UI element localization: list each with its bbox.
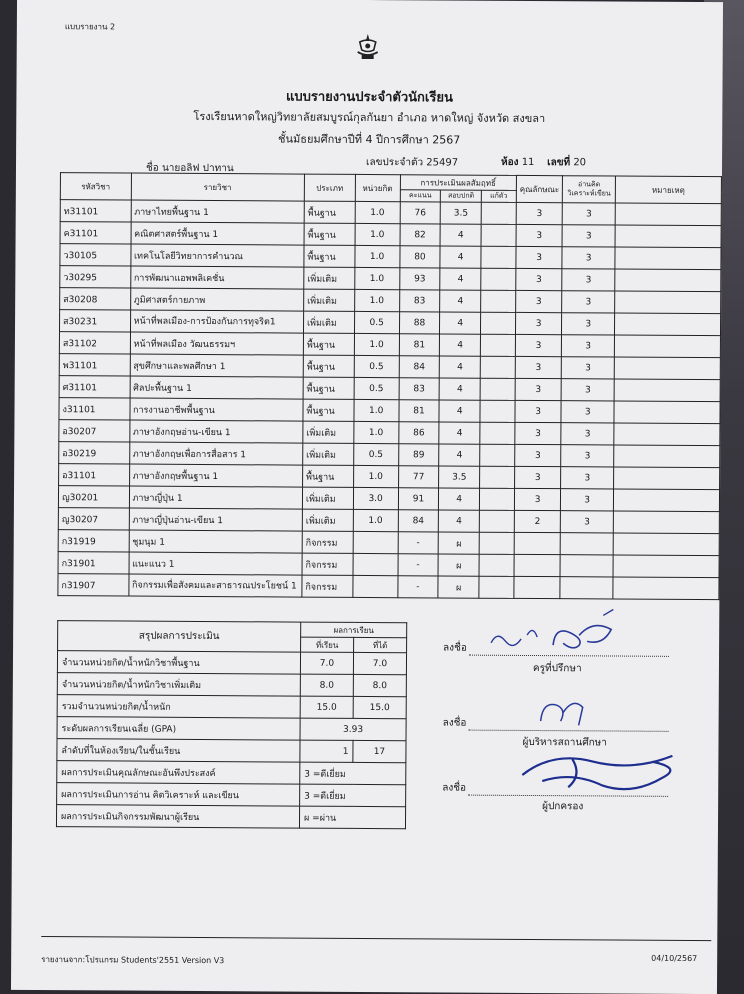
rank-label: ลำดับที่ในห้องเรียน/ในชั้นเรียน xyxy=(57,739,300,762)
row-character: 3 xyxy=(515,312,562,334)
row-remark xyxy=(613,555,719,578)
row-type: พื้นฐาน xyxy=(303,377,354,399)
row-units: 1.0 xyxy=(354,399,399,421)
report-sheet xyxy=(11,0,723,994)
parent-signature-icon xyxy=(512,741,692,802)
row-code: อ30207 xyxy=(59,420,130,442)
row-retake xyxy=(479,510,514,532)
row-score: 84 xyxy=(398,510,439,532)
summary-row xyxy=(57,673,406,697)
student-id-line xyxy=(366,155,458,171)
row-score: 88 xyxy=(399,312,440,334)
row-grade: ผ xyxy=(439,532,480,554)
row-units xyxy=(353,575,398,597)
row-reading: 3 xyxy=(562,313,615,335)
row-reading: 3 xyxy=(562,225,615,247)
row-character: 3 xyxy=(515,422,562,444)
row-units: 0.5 xyxy=(353,443,398,465)
row-subject: ภาษาอังกฤษพื้นฐาน 1 xyxy=(129,464,303,487)
row-retake xyxy=(480,356,515,378)
row-type: กิจกรรม xyxy=(302,553,353,575)
row-retake xyxy=(480,378,515,400)
row-subject: ภาษาไทยพื้นฐาน 1 xyxy=(131,200,305,223)
row-grade: 4 xyxy=(440,268,481,290)
row-code: ญ30201 xyxy=(58,486,129,508)
row-character: 3 xyxy=(514,466,561,488)
row-character: 3 xyxy=(515,356,562,378)
header-remark: หมายเหตุ xyxy=(615,176,721,204)
row-units: 1.0 xyxy=(354,333,399,355)
row-reading: 3 xyxy=(561,445,614,467)
row-type: เพิ่มเติม xyxy=(304,289,355,311)
row-retake xyxy=(480,466,515,488)
row-remark xyxy=(614,467,720,490)
row-subject: หน้าที่พลเมือง วัฒนธรรมฯ xyxy=(130,332,304,355)
row-reading: 3 xyxy=(562,291,615,313)
row-retake xyxy=(479,554,514,576)
row-type: พื้นฐาน xyxy=(304,223,355,245)
row-code: ญ30207 xyxy=(58,508,129,530)
row-score: 81 xyxy=(399,334,440,356)
row-score: 89 xyxy=(398,444,439,466)
footer-rule xyxy=(41,936,711,941)
header-character: คุณลักษณะ xyxy=(516,175,563,202)
row-retake xyxy=(479,532,514,554)
row-type: พื้นฐาน xyxy=(304,245,355,267)
row-reading: 3 xyxy=(562,357,615,379)
name-label: ชื่อ xyxy=(145,162,159,174)
row-subject: ภาษาอังกฤษเพื่อการสื่อสาร 1 xyxy=(129,442,303,465)
row-grade: 4 xyxy=(439,422,480,444)
row-reading: 3 xyxy=(561,467,614,489)
row-remark xyxy=(613,577,719,600)
row-score: 93 xyxy=(399,268,440,290)
row-character: 3 xyxy=(515,400,562,422)
row-character: 3 xyxy=(516,268,563,290)
row-score: 81 xyxy=(399,400,440,422)
row-score: 76 xyxy=(400,202,441,224)
row-grade: 3.5 xyxy=(439,466,480,488)
header-reading: อ่านคิดวิเคราะห์เขียน xyxy=(563,176,616,203)
character-value: 3 =ดีเยี่ยม xyxy=(300,762,406,785)
row-grade: 4 xyxy=(439,400,480,422)
row-grade: 4 xyxy=(439,378,480,400)
row-grade: 4 xyxy=(440,224,481,246)
sign-label: ลงชื่อ xyxy=(443,642,467,654)
row-reading: 3 xyxy=(561,423,614,445)
summary-value-b: 15.0 xyxy=(353,696,406,718)
rank-class: 17 xyxy=(353,740,406,762)
advisor-signature-icon xyxy=(483,605,623,656)
row-code: ว30295 xyxy=(60,266,131,288)
row-units: 0.5 xyxy=(354,311,399,333)
summary-title: สรุปผลการประเมิน xyxy=(58,621,301,652)
row-reading: 3 xyxy=(561,489,614,511)
row-code: อ31101 xyxy=(59,464,130,486)
activity-row xyxy=(56,805,405,829)
header-assessment: การประเมินผลสัมฤทธิ์ xyxy=(400,175,516,191)
student-name: นายอลิฟ ปาทาน xyxy=(161,162,234,175)
row-remark xyxy=(614,379,720,402)
row-grade: 4 xyxy=(439,488,480,510)
row-character xyxy=(514,576,561,598)
footer-source: รายงานจาก:โปรแกรม Students'2551 Version V3 xyxy=(41,955,225,966)
row-remark xyxy=(615,203,721,226)
row-units: 1.0 xyxy=(353,509,398,531)
row-score: 86 xyxy=(398,422,439,444)
row-subject: ภาษาอังกฤษอ่าน-เขียน 1 xyxy=(129,420,303,443)
row-reading: 3 xyxy=(561,379,614,401)
row-type: พื้นฐาน xyxy=(302,465,353,487)
row-remark xyxy=(614,401,720,424)
row-remark xyxy=(614,423,720,446)
row-units: 0.5 xyxy=(354,355,399,377)
row-remark xyxy=(615,225,721,248)
row-remark xyxy=(613,489,719,512)
row-code: ง31101 xyxy=(59,398,130,420)
row-remark xyxy=(614,445,720,468)
row-character: 3 xyxy=(516,246,563,268)
summary-col-studied: ที่เรียน xyxy=(301,637,354,652)
room-value: 11 xyxy=(521,156,535,169)
header-code: รหัสวิชา xyxy=(60,173,131,200)
report-title: แบบรายงานประจำตัวนักเรียน xyxy=(285,89,453,106)
grade-line: ชั้นมัธยมศึกษาปีที่ 4 ปีการศึกษา 2567 xyxy=(278,132,461,147)
gpa-label: ระดับผลการเรียนเฉลี่ย (GPA) xyxy=(57,717,300,740)
row-reading xyxy=(560,577,613,599)
row-subject: การงานอาชีพพื้นฐาน xyxy=(129,398,303,421)
row-code: ส31102 xyxy=(59,332,130,354)
row-remark xyxy=(613,533,719,556)
summary-label: จำนวนหน่วยกิต/น้ำหนักวิชาพื้นฐาน xyxy=(57,651,300,674)
row-score: 77 xyxy=(398,466,439,488)
row-code: ว30105 xyxy=(60,244,131,266)
header-subject: รายวิชา xyxy=(131,173,305,201)
header-type: ประเภท xyxy=(304,174,355,201)
row-type: เพิ่มเติม xyxy=(303,421,354,443)
summary-value-b: 8.0 xyxy=(353,674,406,696)
row-code: ท31101 xyxy=(60,200,131,222)
row-grade: 4 xyxy=(440,246,481,268)
row-retake xyxy=(480,422,515,444)
row-character: 3 xyxy=(514,488,561,510)
row-units: 1.0 xyxy=(355,201,400,223)
reading-row xyxy=(57,783,406,807)
number-value: 20 xyxy=(573,157,587,169)
row-units: 1.0 xyxy=(355,245,400,267)
row-subject: สุขศึกษาและพลศึกษา 1 xyxy=(130,354,304,377)
row-reading: 3 xyxy=(562,335,615,357)
row-retake xyxy=(481,202,516,224)
row-remark xyxy=(614,357,720,380)
row-units: 0.5 xyxy=(354,377,399,399)
row-character: 3 xyxy=(515,444,562,466)
header-score: คะแนน xyxy=(400,190,441,202)
row-remark xyxy=(615,247,721,270)
row-code: ก31919 xyxy=(58,530,129,552)
row-subject: ศิลปะพื้นฐาน 1 xyxy=(130,376,304,399)
row-type: เพิ่มเติม xyxy=(303,443,354,465)
form-number: แบบรายงาน 2 xyxy=(64,22,116,32)
row-remark xyxy=(614,335,720,358)
row-score: 80 xyxy=(399,246,440,268)
row-score: - xyxy=(398,554,439,576)
parent-role: ผู้ปกครอง xyxy=(542,801,584,813)
row-retake xyxy=(481,246,516,268)
row-reading xyxy=(561,533,614,555)
character-row xyxy=(57,761,406,785)
table-row xyxy=(58,574,719,600)
row-reading: 3 xyxy=(562,269,615,291)
row-code: ส30208 xyxy=(60,288,131,310)
row-score: - xyxy=(397,576,438,598)
grades-table xyxy=(57,172,722,600)
row-retake xyxy=(481,268,516,290)
summary-col-earned: ที่ได้ xyxy=(354,637,407,652)
number-label: เลขที่ xyxy=(547,157,571,169)
row-grade: 4 xyxy=(439,510,480,532)
room-line xyxy=(501,155,586,171)
row-code: ค31101 xyxy=(60,222,131,244)
row-code: ส30231 xyxy=(59,310,130,332)
row-character: 2 xyxy=(514,510,561,532)
summary-value-b: 7.0 xyxy=(353,652,406,674)
row-type: พื้นฐาน xyxy=(303,399,354,421)
row-type: เพิ่มเติม xyxy=(302,487,353,509)
rank-room: 1 xyxy=(300,740,353,762)
summary-result-header: ผลการเรียน xyxy=(301,622,407,638)
row-remark xyxy=(615,291,721,314)
row-code: พ31101 xyxy=(59,354,130,376)
row-retake xyxy=(480,334,515,356)
activity-label: ผลการประเมินกิจกรรมพัฒนาผู้เรียน xyxy=(56,805,299,828)
row-character xyxy=(514,554,561,576)
row-code: ก31901 xyxy=(58,552,129,574)
row-type: เพิ่มเติม xyxy=(303,311,354,333)
row-grade: 4 xyxy=(440,356,481,378)
sign-label: ลงชื่อ xyxy=(442,782,467,794)
row-grade: 3.5 xyxy=(441,202,482,224)
row-units: 1.0 xyxy=(355,223,400,245)
row-subject: หน้าที่พลเมือง-การป้องกันการทุจริต1 xyxy=(130,310,304,333)
student-id: 25497 xyxy=(426,157,459,169)
school-crest-icon xyxy=(354,32,382,62)
row-remark xyxy=(615,269,721,292)
row-grade: 4 xyxy=(440,334,481,356)
row-subject: คณิตศาสตร์พื้นฐาน 1 xyxy=(131,222,305,245)
row-character: 3 xyxy=(515,290,562,312)
row-subject: ชุมนุม 1 xyxy=(129,530,303,553)
row-grade: ผ xyxy=(438,576,479,598)
gpa-value: 3.93 xyxy=(300,718,406,741)
row-type: กิจกรรม xyxy=(302,575,353,597)
row-units: 1.0 xyxy=(354,267,399,289)
character-label: ผลการประเมินคุณลักษณะอันพึงประสงค์ xyxy=(57,761,300,784)
row-retake xyxy=(481,312,516,334)
row-score: 83 xyxy=(399,290,440,312)
row-retake xyxy=(479,488,514,510)
row-character: 3 xyxy=(516,202,563,224)
row-subject: กิจกรรมเพื่อสังคมและสาธารณประโยชน์ 1 xyxy=(128,574,302,597)
row-character: 3 xyxy=(516,224,563,246)
row-retake xyxy=(480,400,515,422)
row-type: พื้นฐาน xyxy=(304,201,355,223)
summary-label: รวมจำนวนหน่วยกิต/น้ำหนัก xyxy=(57,695,300,718)
row-subject: แนะแนว 1 xyxy=(129,552,303,575)
director-signature-icon xyxy=(533,691,593,731)
row-type: กิจกรรม xyxy=(302,531,353,553)
row-reading: 3 xyxy=(562,247,615,269)
summary-row xyxy=(57,651,406,675)
reading-value: 3 =ดีเยี่ยม xyxy=(300,784,406,807)
summary-value-a: 8.0 xyxy=(300,674,353,696)
id-label: เลขประจำตัว xyxy=(366,156,424,169)
row-type: เพิ่มเติม xyxy=(302,509,353,531)
row-retake xyxy=(481,224,516,246)
row-code: อ30219 xyxy=(59,442,130,464)
row-score: - xyxy=(398,532,439,554)
rank-row xyxy=(57,739,406,763)
row-reading: 3 xyxy=(561,511,614,533)
row-subject: ภาษาญี่ปุ่นอ่าน-เขียน 1 xyxy=(129,508,303,531)
row-score: 84 xyxy=(399,356,440,378)
summary-value-a: 15.0 xyxy=(300,696,353,718)
summary-row xyxy=(57,695,406,719)
row-type: พื้นฐาน xyxy=(303,355,354,377)
header-retake: แก้ตัว xyxy=(481,190,516,202)
row-retake xyxy=(480,444,515,466)
row-code: ศ31101 xyxy=(59,376,130,398)
header-normal: สอบปกติ xyxy=(441,190,482,202)
row-reading xyxy=(560,555,613,577)
row-character: 3 xyxy=(515,378,562,400)
row-units xyxy=(353,531,398,553)
row-reading: 3 xyxy=(563,203,616,225)
reading-label: ผลการประเมินการอ่าน คิดวิเคราะห์ และเขียน xyxy=(57,783,300,806)
row-code: ก31907 xyxy=(58,574,129,596)
row-units: 1.0 xyxy=(354,289,399,311)
advisor-role: ครูที่ปรึกษา xyxy=(532,663,582,675)
school-line: โรงเรียนหาดใหญ่วิทยาลัยสมบูรณ์กุลกันยา อำเภอ หาดใหญ่ จังหวัด สงขลา xyxy=(193,109,546,126)
row-score: 82 xyxy=(400,224,441,246)
row-grade: ผ xyxy=(438,554,479,576)
row-remark xyxy=(615,313,721,336)
row-subject: เทคโนโลยีวิทยาการคำนวณ xyxy=(130,244,304,267)
row-units: 3.0 xyxy=(353,487,398,509)
director-role: ผู้บริหารสถานศึกษา xyxy=(522,736,607,749)
row-type: เพิ่มเติม xyxy=(304,267,355,289)
summary-table xyxy=(56,620,407,829)
row-units xyxy=(353,553,398,575)
activity-value: ผ =ผ่าน xyxy=(299,806,405,829)
row-reading: 3 xyxy=(561,401,614,423)
header-units: หน่วยกิต xyxy=(355,174,400,201)
row-remark xyxy=(613,511,719,534)
summary-value-a: 7.0 xyxy=(300,652,353,674)
row-units: 1.0 xyxy=(353,465,398,487)
row-grade: 4 xyxy=(440,312,481,334)
row-subject: ภูมิศาสตร์กายภาพ xyxy=(130,288,304,311)
row-type: พื้นฐาน xyxy=(303,333,354,355)
row-score: 83 xyxy=(399,378,440,400)
row-subject: ภาษาญี่ปุ่น 1 xyxy=(129,486,303,509)
row-score: 91 xyxy=(398,488,439,510)
row-units: 1.0 xyxy=(354,421,399,443)
row-grade: 4 xyxy=(440,290,481,312)
row-retake xyxy=(481,290,516,312)
row-subject: การพัฒนาแอพพลิเคชั่น xyxy=(130,266,304,289)
row-character: 3 xyxy=(515,334,562,356)
room-label: ห้อง xyxy=(501,156,519,168)
summary-label: จำนวนหน่วยกิต/น้ำหนักวิชาเพิ่มเติม xyxy=(57,673,300,696)
row-grade: 4 xyxy=(439,444,480,466)
gpa-row xyxy=(57,717,406,741)
row-retake xyxy=(479,576,514,598)
sign-label: ลงชื่อ xyxy=(442,717,467,729)
footer-date: 04/10/2567 xyxy=(651,953,698,964)
row-character xyxy=(514,532,561,554)
